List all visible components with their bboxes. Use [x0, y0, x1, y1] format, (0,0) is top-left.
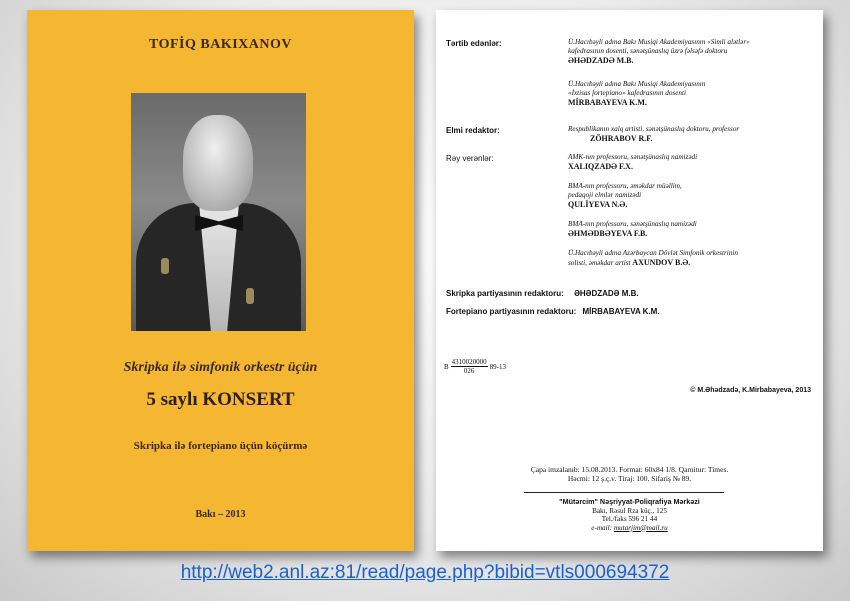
- publisher-phone: Tel./faks 596 21 44: [601, 515, 658, 523]
- reviewer-name: QULİYEVA N.Ə.: [568, 200, 628, 209]
- reviewer-name: XALIQZADƏ F.X.: [568, 162, 633, 171]
- classification-code: [444, 358, 506, 375]
- reviewer-name: AXUNDOV B.Ə.: [632, 258, 691, 267]
- cover-author: TOFİQ BAKIXANOV: [149, 37, 292, 52]
- reviewer-entry: [568, 153, 818, 171]
- sci-editor-name: ZÖHRABOV R.F.: [590, 134, 653, 143]
- composer-portrait-photo: [131, 93, 306, 331]
- compiler-desc: Ü.Hacıbəyli adına Bakı Musiqi Akademiyasının «Simli alətlər»: [568, 38, 750, 46]
- print-details-line: Həcmi: 12 ş.ç.v. Tiraj: 100. Sifariş № 89.: [567, 474, 692, 483]
- imprint-page: [436, 10, 823, 551]
- publisher-email-line: [436, 524, 823, 533]
- portrait-medal: [246, 288, 254, 304]
- sci-editor-entry: [568, 125, 818, 143]
- publisher-name: "Mütərcim" Nəşriyyat-Poliqrafiya Mərkəzi: [559, 497, 700, 506]
- violin-editor-label: Skripka partiyasının redaktoru:: [446, 289, 564, 298]
- cover-subtitle: Skripka ilə simfonik orkestr üçün: [123, 360, 318, 375]
- reviewer-desc: pedaqoji elmlər namizədi: [568, 191, 642, 199]
- sci-editor-desc: Respublikanın xalq artisti, sənətşünaslıq doktoru, professor: [568, 125, 740, 133]
- print-details: [436, 465, 823, 483]
- portrait-head: [183, 115, 253, 211]
- compiler-desc: Ü.Hacıbəyli adına Bakı Musiqi Akademiyasının: [568, 80, 706, 88]
- compiler-entry: [568, 80, 818, 107]
- reviewer-desc: AMK-nın professoru, sənətşünaslıq namizədi: [568, 153, 698, 161]
- compiler-name: MİRBABAYEVA K.M.: [568, 98, 647, 107]
- piano-editor-name: MİRBABAYEVA K.M.: [582, 307, 660, 316]
- violin-editor-name: ƏHƏDZADƏ M.B.: [574, 289, 639, 298]
- reviewer-entry: [568, 220, 818, 238]
- violin-editor-line: [446, 289, 639, 298]
- publisher-email: mutarjim@mail.ru: [613, 523, 668, 532]
- compilers-label: Tərtib edənlər:: [446, 39, 502, 48]
- code-denominator: 026: [463, 367, 475, 375]
- print-details-line: Çapa imzalanıb: 15.08.2013. Format: 60x84 1/8. Qarnitur: Times.: [530, 465, 729, 474]
- code-suffix: 89-13: [489, 362, 507, 371]
- piano-editor-label: Fortepiano partiyasının redaktoru:: [446, 307, 577, 316]
- compiler-desc: «İxtisas fortepiano» kafedrasının dosenti: [568, 89, 686, 97]
- reviewer-entry: [568, 182, 818, 209]
- code-numerator: 4310020000: [451, 358, 487, 366]
- publisher-address: Bakı, Rəsul Rza küç., 125: [592, 506, 667, 515]
- sci-editor-label: Elmi redaktor:: [446, 126, 500, 135]
- reviewer-desc: Ü.Hacıbəyli adına Azərbaycan Dövlət Simfonik orkestrinin: [568, 249, 738, 257]
- cover-title: 5 saylı KONSERT: [146, 389, 295, 410]
- email-label: e-mail:: [591, 523, 613, 532]
- code-fraction: [451, 358, 488, 375]
- reviewer-desc: solisti, əməkdar artist: [568, 259, 631, 267]
- divider: [524, 492, 724, 493]
- reviewer-desc: BMA-nın professoru, əməkdar müəllim,: [568, 182, 682, 190]
- piano-editor-line: [446, 307, 660, 316]
- reviewer-entry: [568, 249, 818, 268]
- compiler-desc: kafedrasının dosenti, sənətşünaslıq üzrə fəlsəfə doktoru: [568, 47, 728, 55]
- cover-transcription: Skripka ilə fortepiano üçün köçürmə: [133, 440, 308, 452]
- cover-city-year: Bakı – 2013: [195, 509, 246, 520]
- reviewer-desc: BMA-nın professoru, sənətşünaslıq namizədi: [568, 220, 697, 228]
- publisher-info: [436, 498, 823, 532]
- reviewers-label: Rəy verənlər:: [446, 154, 494, 163]
- reviewer-name: ƏHMƏDBƏYEVA F.B.: [568, 229, 648, 238]
- book-cover-page: [27, 10, 414, 551]
- portrait-medal: [161, 258, 169, 274]
- compiler-entry: [568, 38, 818, 65]
- copyright-notice: © M.Əhədzadə, K.Mirbabayeva, 2013: [690, 387, 811, 394]
- code-prefix: B: [444, 362, 449, 371]
- compiler-name: ƏHƏDZADƏ M.B.: [568, 56, 634, 65]
- source-url-link[interactable]: http://web2.anl.az:81/read/page.php?bibid=vtls000694372: [180, 562, 670, 583]
